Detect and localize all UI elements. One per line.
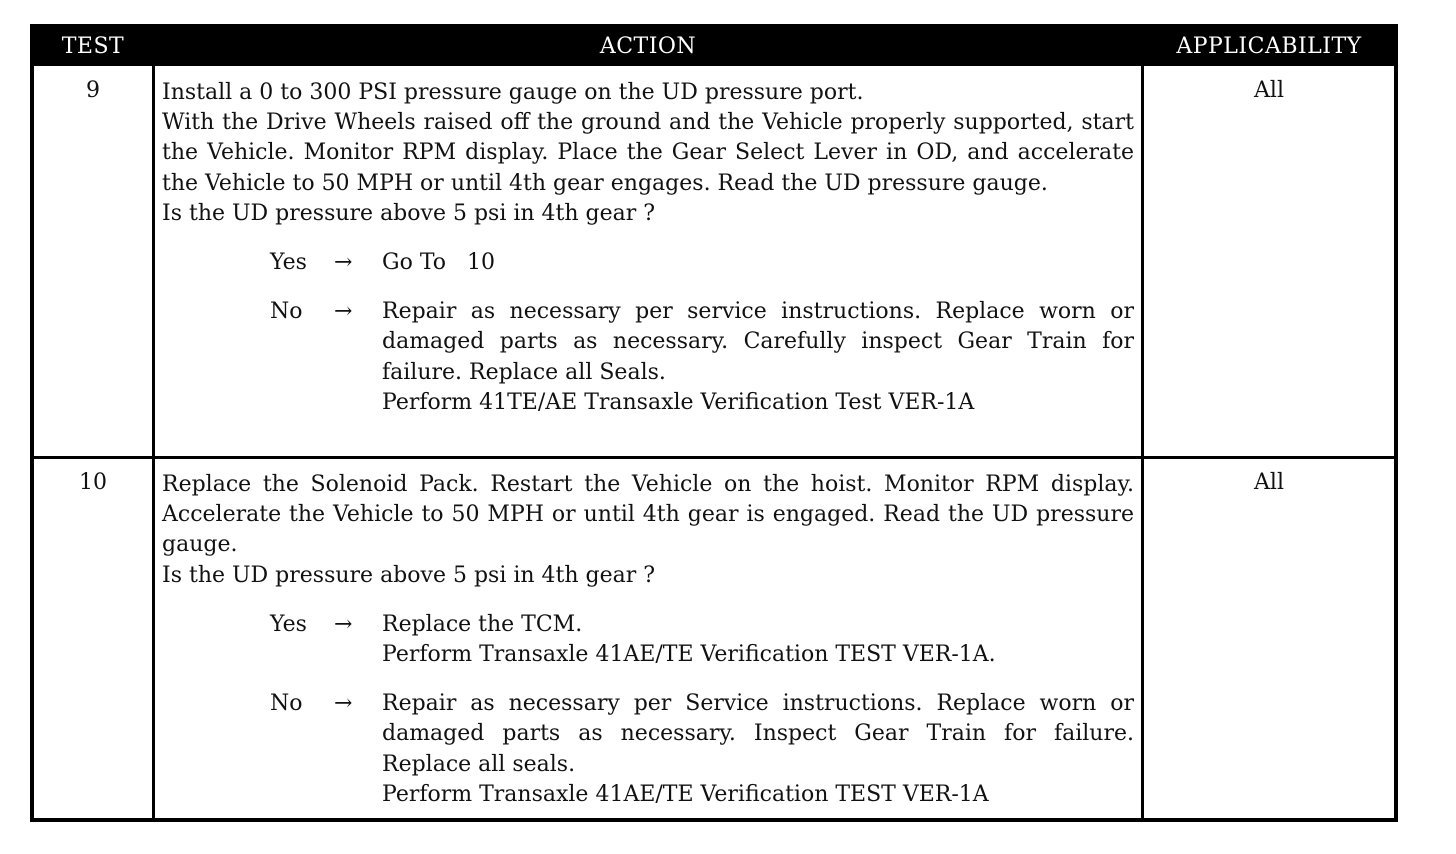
- question-text: Is the UD pressure above 5 psi in 4th gear ?: [162, 562, 656, 588]
- yes-label: Yes: [270, 611, 307, 637]
- yes-response: [270, 248, 1134, 278]
- header-action: ACTION: [599, 34, 697, 59]
- yes-response: [270, 610, 1134, 670]
- applicability-value: All: [1254, 470, 1284, 495]
- yes-action: Replace the TCM.: [382, 611, 583, 637]
- diagnostic-table: [30, 24, 1398, 822]
- action-text: Replace the Solenoid Pack. Restart the Vehicle on the hoist. Monitor RPM display. Accelerate the Vehicle to 50 MPH or until 4th gear is engaged. Read the UD pressure gauge.: [162, 472, 1134, 558]
- header-applicability: APPLICABILITY: [1176, 34, 1362, 59]
- yes-action: Go To 10: [382, 250, 495, 276]
- test-number: 10: [79, 470, 107, 495]
- arrow-icon: →: [334, 299, 353, 325]
- action-cell: [162, 78, 1134, 418]
- column-divider: [1141, 66, 1144, 818]
- action-text: With the Drive Wheels raised off the ground and the Vehicle properly supported, start the Vehicle. Monitor RPM display. Place the Gear Select Lever in OD, and accelerate the Vehicle to 50 MPH or until 4th gear engages. Read the UD pressure gauge.: [162, 110, 1134, 196]
- yes-label: Yes: [270, 250, 307, 276]
- no-action: Perform Transaxle 41AE/TE Verification TEST VER-1A: [382, 781, 989, 807]
- applicability-value: All: [1254, 78, 1284, 103]
- column-divider: [152, 66, 155, 818]
- test-number: 9: [86, 78, 100, 103]
- arrow-icon: →: [334, 250, 353, 276]
- question-text: Is the UD pressure above 5 psi in 4th gear ?: [162, 200, 656, 226]
- no-response: [270, 297, 1134, 418]
- no-action: Perform 41TE/AE Transaxle Verification Test VER-1A: [382, 389, 975, 415]
- arrow-icon: →: [334, 691, 353, 717]
- action-text: Install a 0 to 300 PSI pressure gauge on the UD pressure port.: [162, 80, 864, 105]
- no-action: Repair as necessary per service instructions. Replace worn or damaged parts as necessary. Carefully inspect Gear Train for failure. Replace all Seals.: [382, 299, 1134, 385]
- no-response: [270, 689, 1134, 810]
- arrow-icon: →: [334, 611, 353, 637]
- no-action: Repair as necessary per Service instructions. Replace worn or damaged parts as necessary. Inspect Gear Train for failure. Replace all seals.: [382, 691, 1134, 777]
- row-divider: [34, 456, 1394, 459]
- no-label: No: [270, 691, 303, 717]
- table-header: [34, 28, 1394, 66]
- action-cell: [162, 470, 1134, 810]
- header-test: TEST: [61, 34, 125, 59]
- no-label: No: [270, 299, 303, 325]
- yes-action: Perform Transaxle 41AE/TE Verification TEST VER-1A.: [382, 642, 996, 668]
